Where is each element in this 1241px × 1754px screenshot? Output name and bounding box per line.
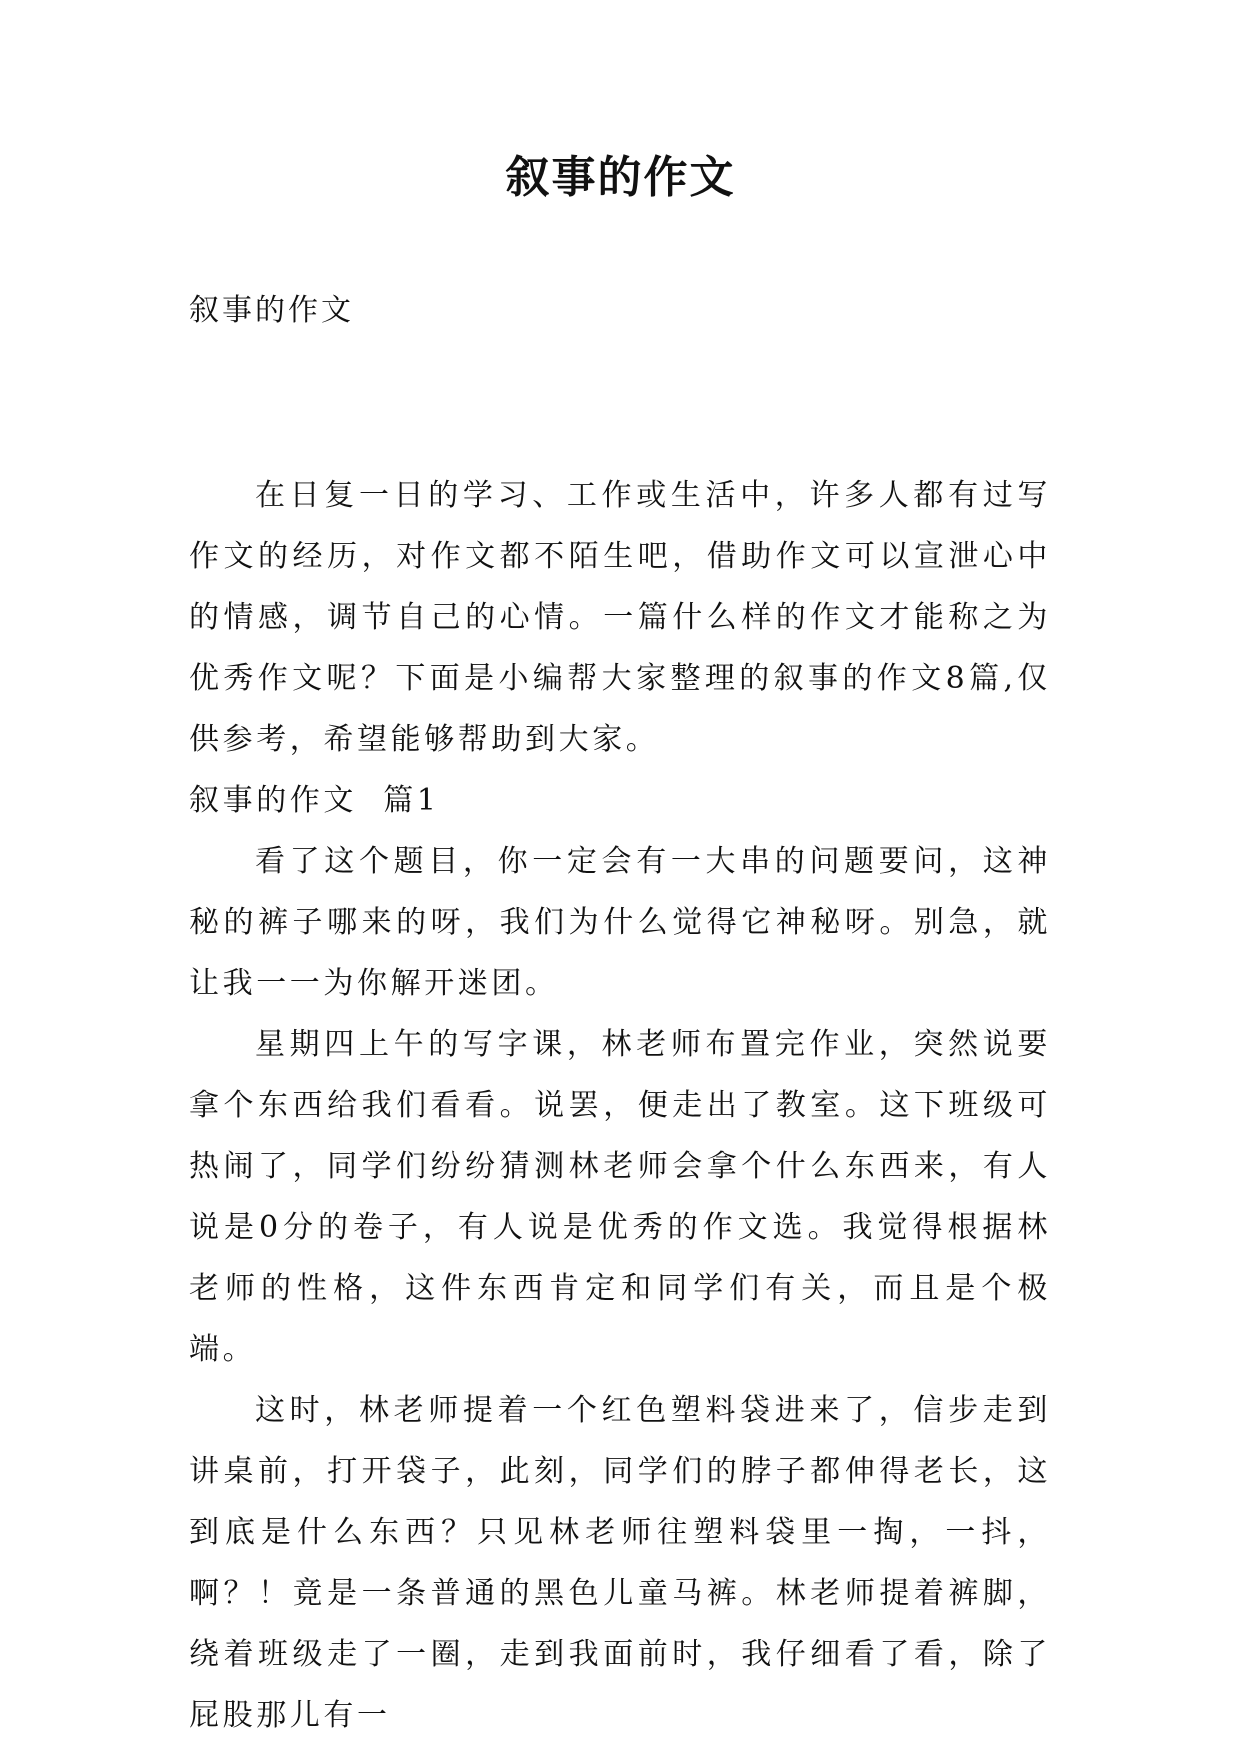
document-body (189, 465, 1051, 1746)
document-title: 叙事的作文 (505, 152, 736, 203)
intro-paragraph: 在日复一日的学习、工作或生活中，许多人都有过写作文的经历，对作文都不陌生吧，借助作文可以宣泄心中的情感，调节自己的心情。一篇什么样的作文才能称之为优秀作文呢？下面是小编帮大家整理的叙事的作文8篇,仅供参考，希望能够帮助到大家。 (189, 478, 1051, 757)
body-paragraph: 星期四上午的写字课，林老师布置完作业，突然说要拿个东西给我们看看。说罢，便走出了教室。这下班级可热闹了，同学们纷纷猜测林老师会拿个什么东西来，有人说是0分的卷子，有人说是优秀的作文选。我觉得根据林老师的性格，这件东西肯定和同学们有关，而且是个极端。 (189, 1027, 1051, 1367)
document-subtitle: 叙事的作文 (189, 293, 354, 328)
body-paragraph: 这时，林老师提着一个红色塑料袋进来了，信步走到讲桌前，打开袋子，此刻，同学们的脖子都伸得老长，这到底是什么东西？只见林老师往塑料袋里一掏，一抖，啊？！竟是一条普通的黑色儿童马裤。林老师提着裤脚，绕着班级走了一圈，走到我面前时，我仔细看了看，除了屁股那儿有一 (189, 1393, 1051, 1733)
body-paragraph: 看了这个题目，你一定会有一大串的问题要问，这神秘的裤子哪来的呀，我们为什么觉得它神秘呀。别急，就让我一一为你解开迷团。 (189, 844, 1051, 1001)
section-heading: 叙事的作文 篇1 (189, 783, 440, 818)
